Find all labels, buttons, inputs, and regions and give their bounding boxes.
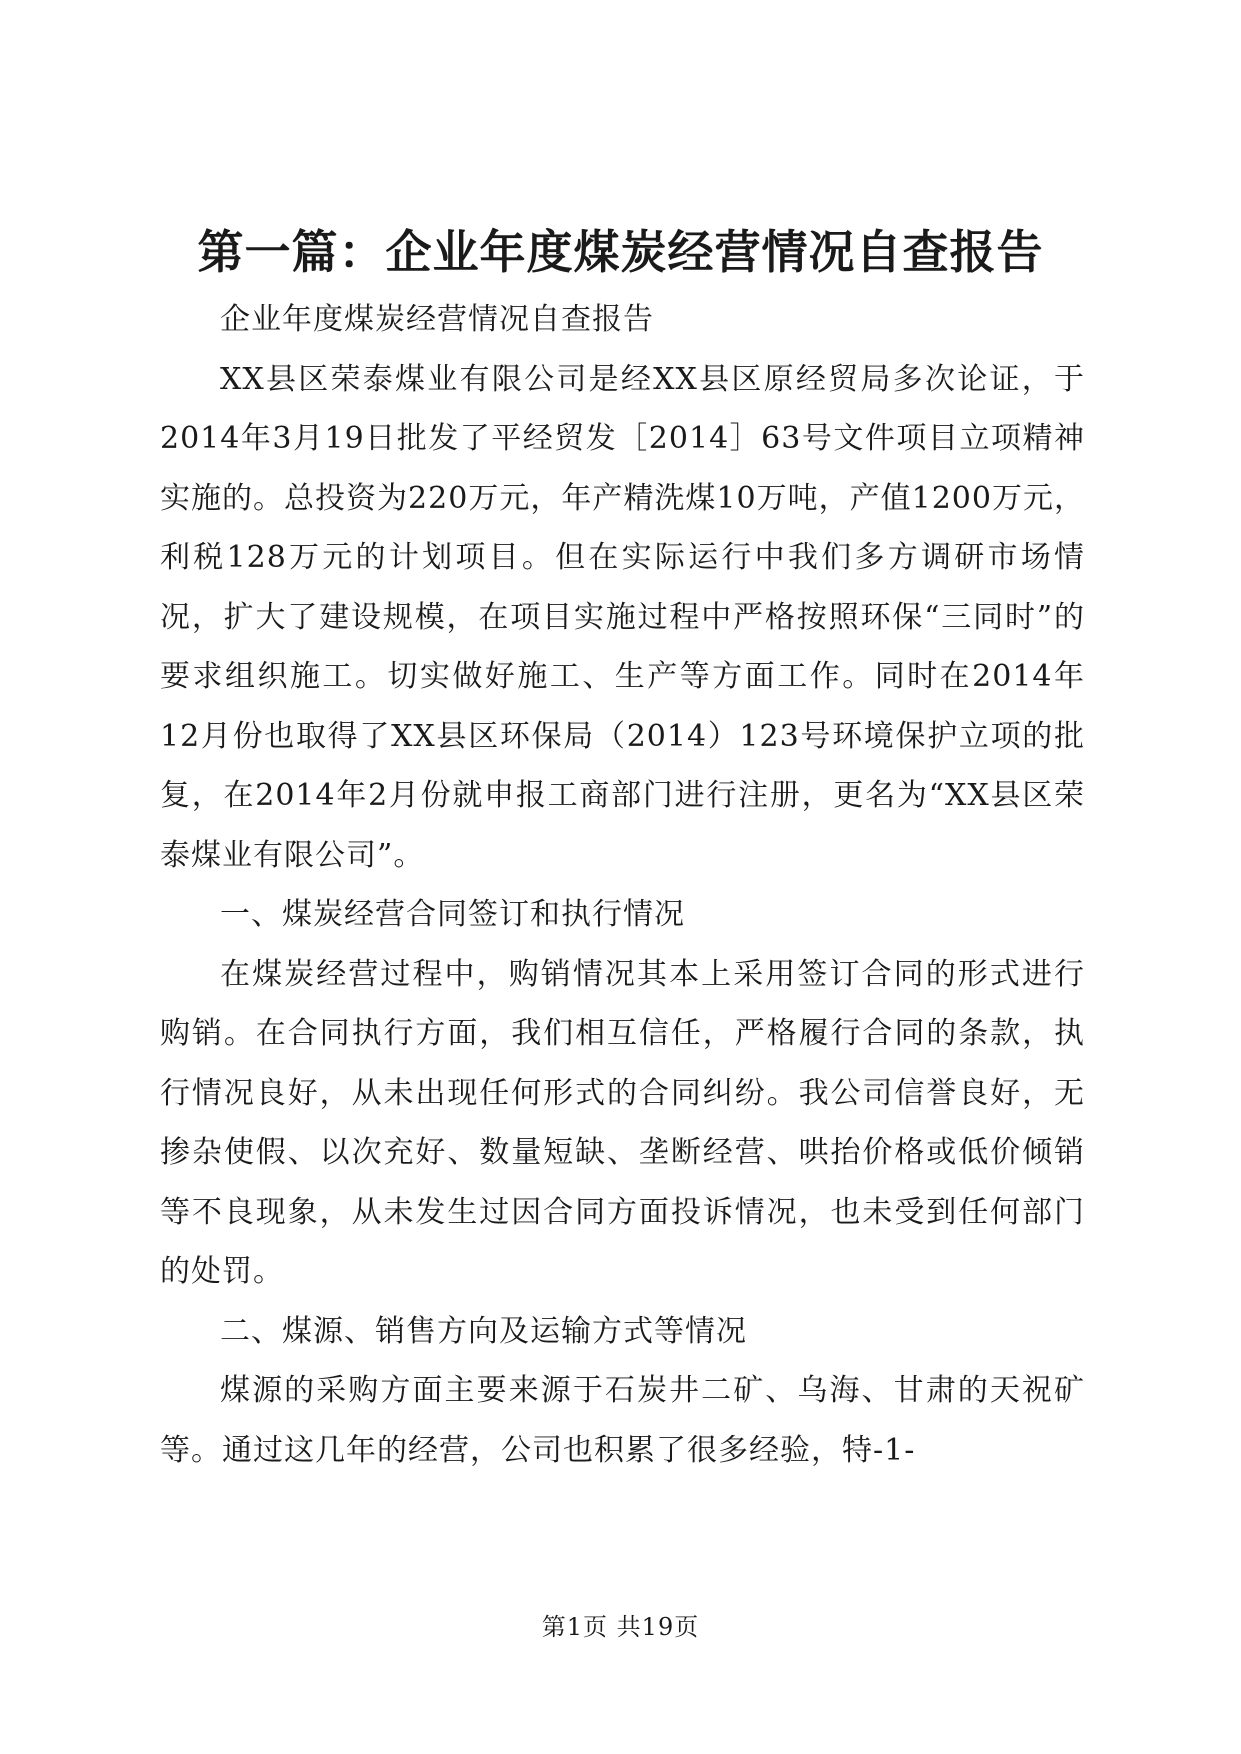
section-heading-sources: 二、煤源、销售方向及运输方式等情况 <box>220 1313 747 1349</box>
document-body <box>160 290 1085 1480</box>
section-heading-contracts: 一、煤炭经营合同签订和执行情况 <box>220 897 685 932</box>
subtitle-line: 企业年度煤炭经营情况自查报告 <box>220 302 654 337</box>
paragraph-intro: XX县区荣泰煤业有限公司是经XX县区原经贸局多次论证，于2014年3月19日批发了平经贸发［2014］63号文件项目立项精神实施的。总投资为220万元，年产精洗煤10万吨，产值1200万元，利税128万元的计划项目。但在实际运行中我们多方调研市场情况，扩大了建设规模，在项目实施过程中严格按照环保“三同时”的要求组织施工。切实做好施工、生产等方面工作。同时在2014年12月份也取得了XX县区环保局（2014）123号环境保护立项的批复，在2014年2月份就申报工商部门进行注册，更名为“XX县区荣泰煤业有限公司”。 <box>160 361 1085 873</box>
page-number-footer: 第1页 共19页 <box>541 1613 700 1641</box>
paragraph-sources: 煤源的采购方面主要来源于石炭井二矿、乌海、甘肃的天祝矿等。通过这几年的经营，公司也积累了很多经验，特-1- <box>160 1373 1085 1468</box>
paragraph-contracts: 在煤炭经营过程中，购销情况其本上采用签订合同的形式进行购销。在合同执行方面，我们相互信任，严格履行合同的条款，执行情况良好，从未出现任何形式的合同纠纷。我公司信誉良好，无掺杂使假、以次充好、数量短缺、垄断经营、哄抬价格或低价倾销等不良现象，从未发生过因合同方面投诉情况，也未受到任何部门的处罚。 <box>160 956 1085 1289</box>
document-title: 第一篇：企业年度煤炭经营情况自查报告 <box>197 225 1044 279</box>
